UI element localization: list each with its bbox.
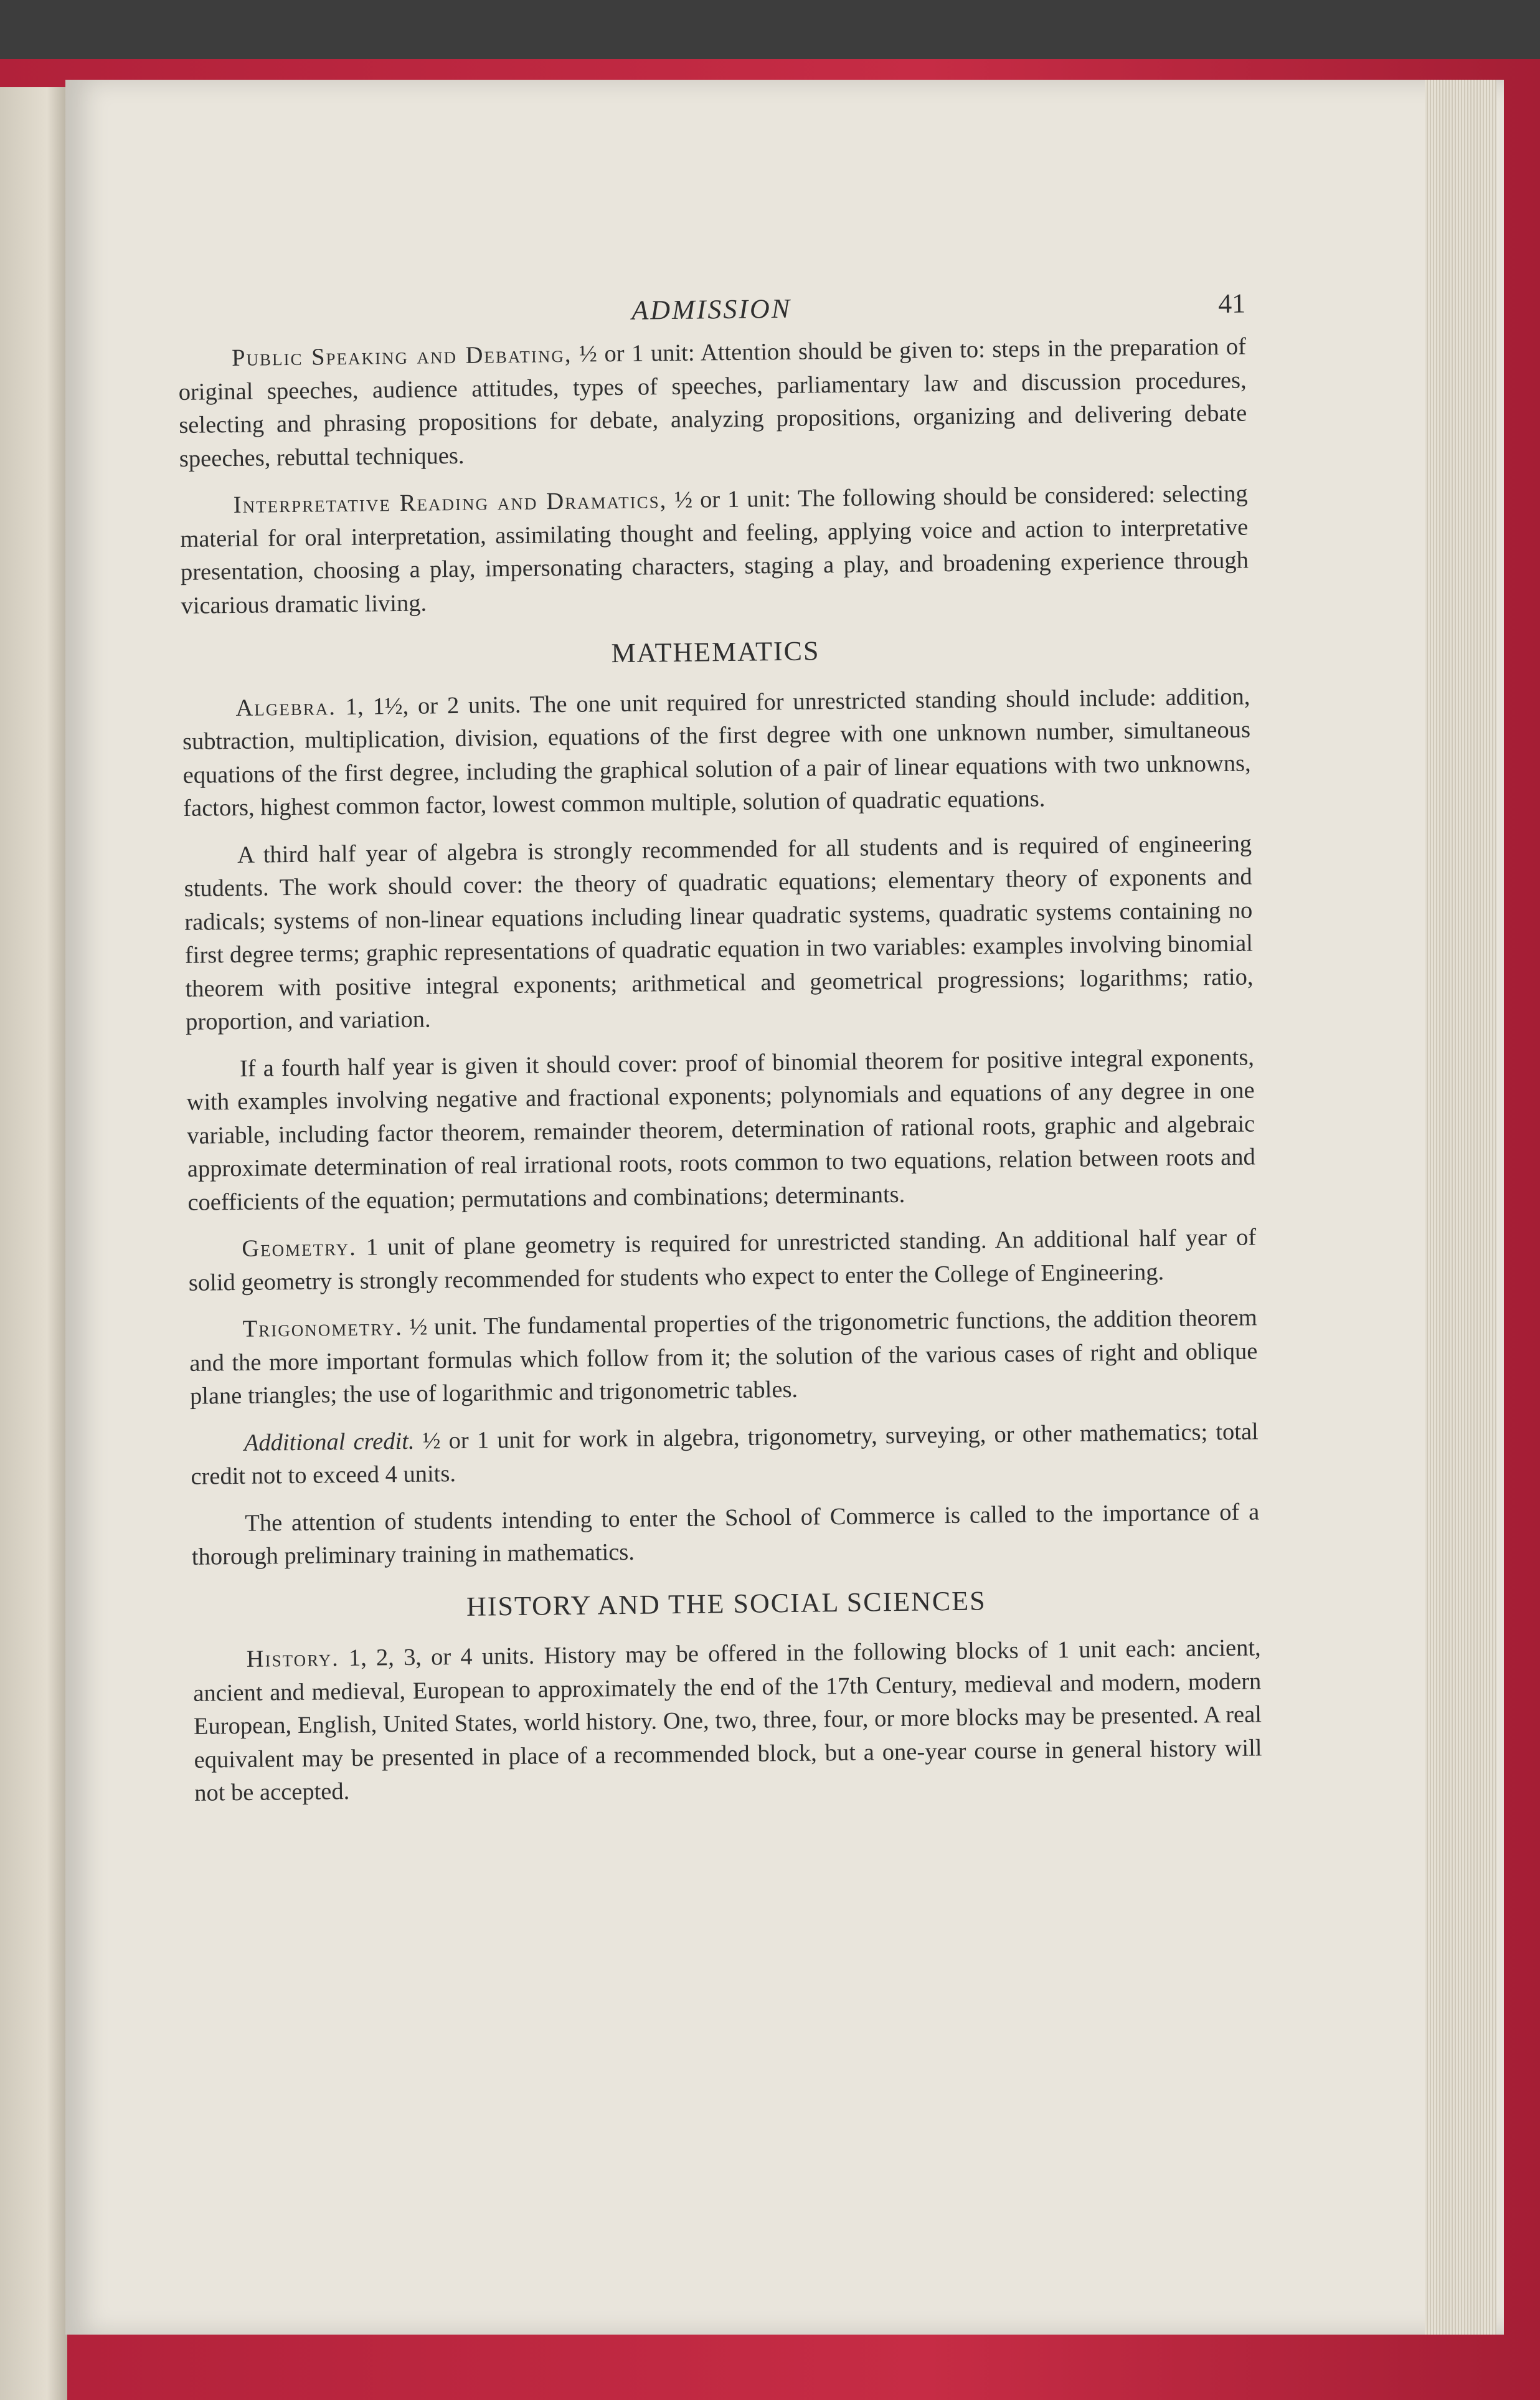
trigonometry-text: ½ unit. The fundamental properties of the trigonometric functions, the addition theorem and the more important formulas which follow from it; the solution of the various cases of right and oblique plane triangles; the use of logarithmic and trigonometric tables.	[189, 1304, 1258, 1410]
speaking-lead: Public Speaking and Debating,	[231, 341, 572, 372]
algebra-text: 1, 1½, or 2 units. The one unit required for unrestricted standing should include: addition, subtraction, multiplication, division, equations of the first degree with one unknown number, simultaneous equations of the first degree, including the graphical solution of a pair of linear equations with two unknowns, factors, highest common factor, lowest common multiple, solution of quadratic equations.	[182, 683, 1251, 822]
algebra-lead: Algebra.	[235, 693, 337, 721]
speaking-paragraph	[178, 331, 1247, 476]
dramatics-lead: Interpretative Reading and Dramatics,	[233, 487, 668, 519]
page-content	[177, 287, 1263, 1824]
page-edges	[1425, 80, 1496, 2335]
left-page-edge	[0, 87, 67, 2400]
algebra-paragraph	[182, 680, 1251, 825]
geometry-text: 1 unit of plane geometry is required for unrestricted standing. An additional half year of solid geometry is strongly recommended for students who expect to enter the College of Engineering.	[188, 1224, 1257, 1296]
third-half-paragraph: A third half year of algebra is strongly recommended for all students and is required of engineering students. The work should cover: the theory of quadratic equations; elementary theory of exponents and radicals; systems of non-linear equations including linear quadratic systems, quadratic systems containing no first degree terms; graphic representations of quadratic equation in two variables: examples involving binomial theorem with positive integral exponents; arithmetical and geometrical progressions; logarithms; ratio, proportion, and variation.	[184, 830, 1254, 1035]
fourth-half-paragraph: If a fourth half year is given it should cover: proof of binomial theorem for positive integral exponents, with examples involving negative and fractional exponents; polynomials and equations of any degree in one variable, including factor theorem, remainder theorem, determination of rational roots, graphic and algebraic approximate determination of real irrational roots, roots common to two equations, relation between roots and coefficients of the equation; permutations and combinations; determinants.	[186, 1043, 1255, 1216]
trigonometry-lead: Trigonometry.	[242, 1314, 404, 1342]
history-text: 1, 2, 3, or 4 units. History may be offered in the following blocks of 1 unit each: ancient, ancient and medieval, European to approximately the end of the 17th Century, medieval and modern, modern European, English, United States, world history. One, two, three, four, or more blocks may be presented. A real equivalent may be presented in place of a recommended block, but a one-year course in general history will not be accepted.	[193, 1634, 1262, 1806]
additional-credit-text: ½ or 1 unit for work in algebra, trigonometry, surveying, or other mathematics; total credit not to exceed 4 units.	[191, 1418, 1259, 1490]
history-lead: History.	[246, 1645, 339, 1672]
additional-credit-paragraph	[191, 1415, 1259, 1494]
speaking-text: ½ or 1 unit: Attention should be given to: steps in the preparation of original speeches, audience attitudes, types of speeches, parliamentary law and discussion procedures, selecting and phrasing propositions for debate, analyzing propositions, organizing and delivering debate speeches, rebuttal techniques.	[178, 333, 1247, 472]
additional-credit-lead: Additional credit.	[243, 1428, 415, 1456]
mathematics-heading: MATHEMATICS	[611, 635, 820, 669]
page-number: 41	[1217, 288, 1246, 320]
trigonometry-paragraph	[189, 1301, 1258, 1413]
geometry-paragraph	[188, 1221, 1257, 1299]
commerce-paragraph: The attention of students intending to enter the School of Commerce is called to the importance of a thorough preliminary training in mathematics.	[191, 1498, 1260, 1570]
dramatics-paragraph	[179, 478, 1249, 623]
history-paragraph	[192, 1631, 1262, 1810]
history-heading: HISTORY AND THE SOCIAL SCIENCES	[466, 1585, 986, 1622]
running-head-title: ADMISSION	[631, 293, 792, 326]
dramatics-text: ½ or 1 unit: The following should be considered: selecting material for oral interpretation, assimilating thought and feeling, applying voice and action to interpretative presentation, choosing a play, impersonating characters, staging a play, and broadening experience through vicarious dramatic living.	[180, 480, 1249, 619]
geometry-lead: Geometry.	[242, 1234, 357, 1262]
